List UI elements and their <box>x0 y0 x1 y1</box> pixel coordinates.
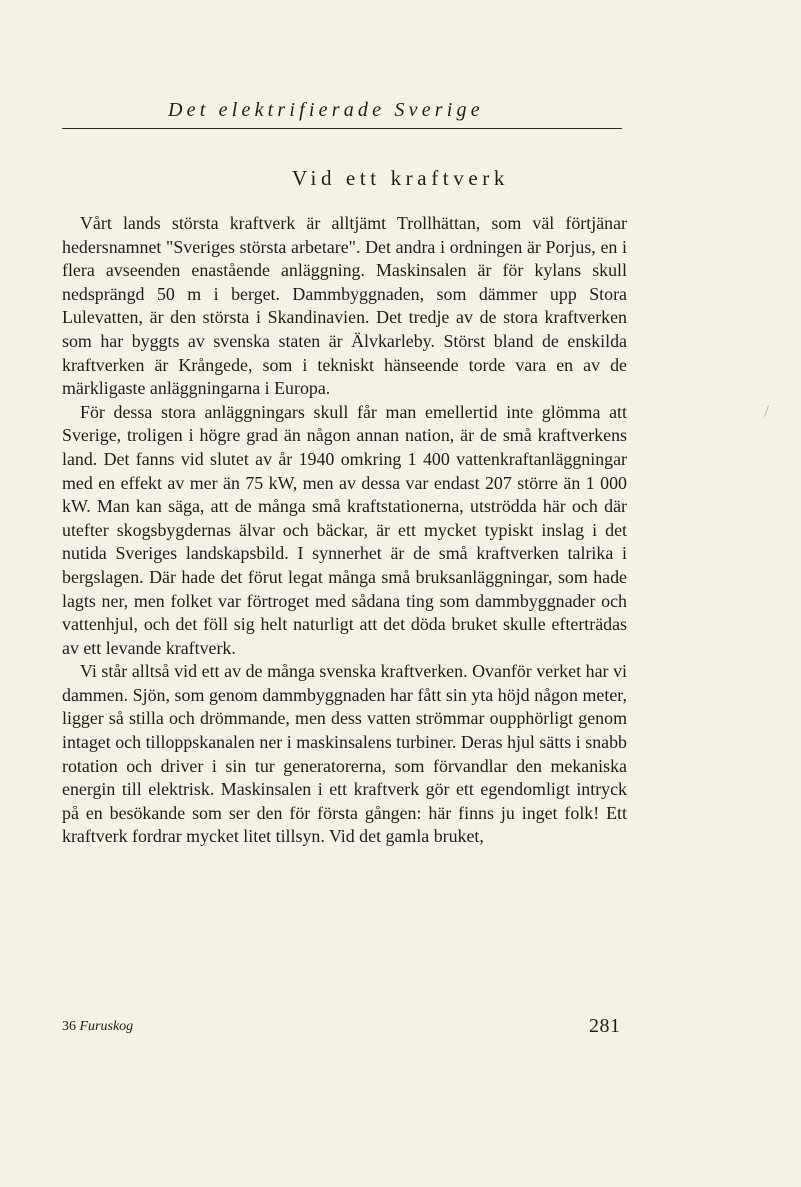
paper-speck <box>764 405 769 417</box>
page-number: 281 <box>589 1015 621 1037</box>
paragraph-1: Vårt lands största kraftverk är alltjämt Trollhättan, som väl förtjänar hedersnamnet "Sveriges största arbetare". Det andra i ordningen är Porjus, en i flera avseenden enastående anläggning. Maskinsalen är för kylans skull nedsprängd 50 m i berget. Dammbyggnaden, som dämmer upp Stora Lulevatten, är den största i Skandinavien. Det tredje av de stora kraftverken som har byggts av svenska staten är Älvkarleby. Störst bland de enskilda kraftverken är Krångede, som i tekniskt hänseende torde vara en av de märkligaste anläggningarna i Europa. <box>62 213 627 399</box>
paragraph-3: Vi står alltså vid ett av de många svenska kraftverken. Ovanför verket har vi dammen. Sjön, som genom dammbyggnaden har fått sin yta höjd någon meter, ligger så stilla och drömmande, men dess vatten strömmar oupphörligt genom intaget och tilloppskanalen ner i maskinsalens turbiner. Deras hjul sätts i snabb rotation och driver i sin tur generatorerna, som förvandlar den mekaniska energin till elektrisk. Maskinsalen i ett kraftverk gör ett egendomligt intryck på en besökande som ser den för första gången: här finns ju inget folk! Ett kraftverk fordrar mycket litet tillsyn. Vid det gamla bruket, <box>62 661 627 847</box>
signature-number: 36 <box>62 1019 76 1034</box>
running-head: Det elektrifierade Sverige <box>168 99 484 121</box>
signature-name: Furuskog <box>79 1019 134 1034</box>
section-title: Vid ett kraftverk <box>292 166 509 190</box>
paragraph-2: För dessa stora anläggningars skull får man emellertid inte glömma att Sverige, troligen i högre grad än någon annan nation, är de små kraftverkens land. Det fanns vid slutet av år 1940 omkring 1 400 vattenkraftanläggningar med en effekt av mer än 75 kW, men av dessa var endast 207 större än 1 000 kW. Man kan säga, att de många små kraftstationerna, utströdda här och där utefter skogsbygdernas älvar och bäckar, är ett mycket typiskt inslag i det nutida Sveriges landskapsbild. I synnerhet är de små kraftverken talrika i bergslagen. Där hade det förut legat många små bruksanläggningar, som hade lagts ner, men folket var förtroget med sådana ting som dammbyggnader och vattenhjul, och det föll sig helt naturligt att det döda bruket skulle efterträdas av ett levande kraftverk. <box>62 401 627 658</box>
header-rule <box>62 128 622 129</box>
printer-signature <box>62 1019 133 1035</box>
body-text <box>62 212 627 849</box>
